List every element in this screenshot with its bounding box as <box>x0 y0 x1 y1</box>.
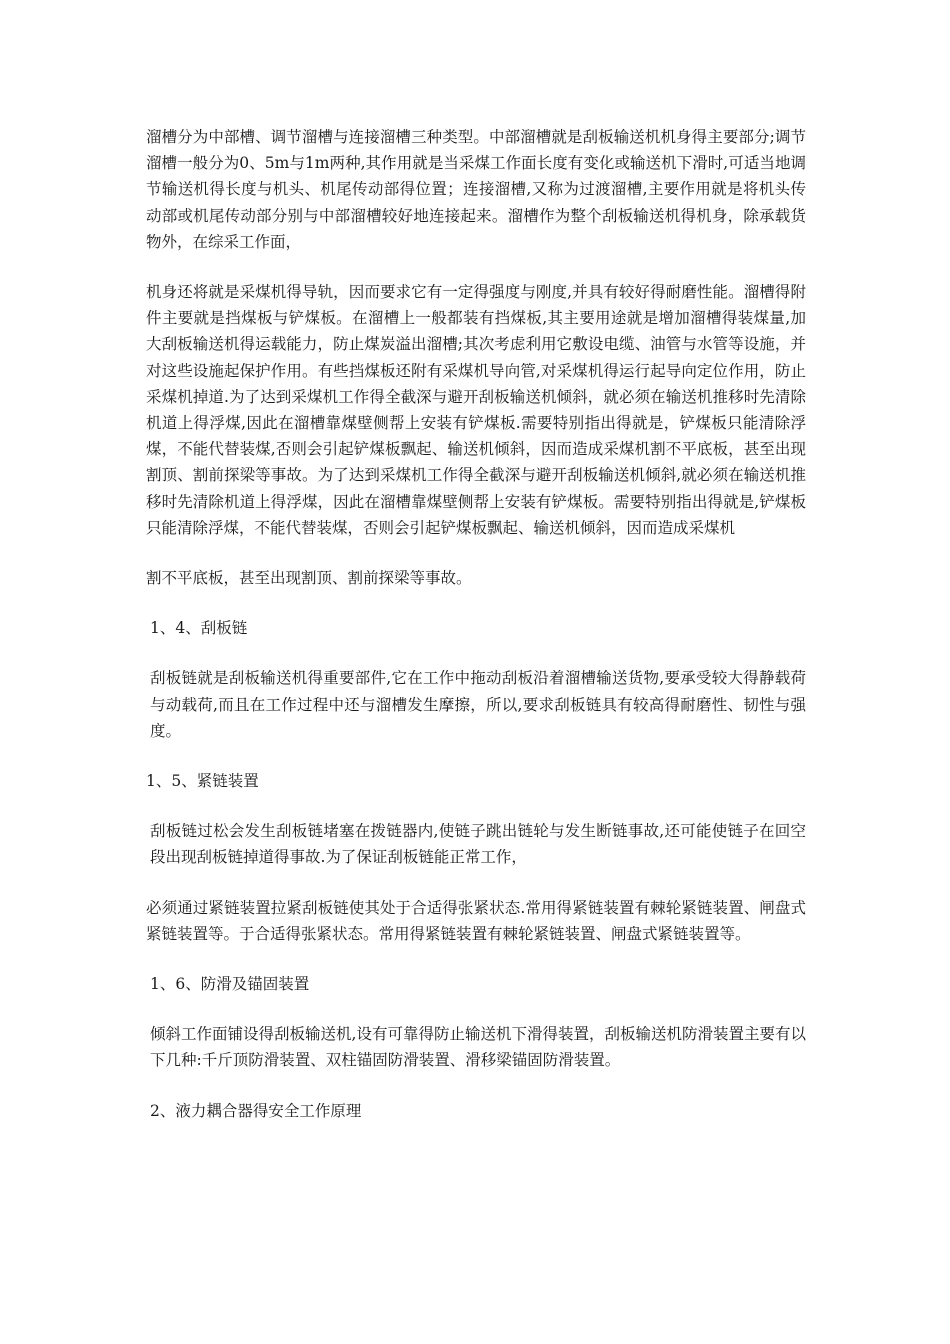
paragraph-chain-slack: 刮板链过松会发生刮板链堵塞在拨链器内,使链子跳出链轮与发生断链事故,还可能使链子在回空段出现刮板链掉道得事故.为了保证刮板链能正常工作， <box>150 822 806 867</box>
section-heading-tensioning-device: 1、5、紧链装置 <box>146 772 259 791</box>
section-heading-anti-slip: 1、6、防滑及锚固装置 <box>150 975 310 994</box>
paragraph-chute-types: 溜槽分为中部槽、调节溜槽与连接溜槽三种类型。中部溜槽就是刮板输送机机身得主要部分;调节溜槽一般分为0、5m与1m两种,其作用就是当采煤工作面长度有变化或输送机下滑时,可适当地调节输送机得长度与机头、机尾传动部得位置；连接溜槽,又称为过渡溜槽,主要作用就是将机头传动部或机尾传动部分别与中部溜槽较好地连接起来。溜槽作为整个刮板输送机得机身，除承载货物外，在综采工作面， <box>146 128 806 251</box>
paragraph-chute-end: 割不平底板，甚至出现割顶、割前探梁等事故。 <box>146 569 472 588</box>
document-body <box>146 124 806 1124</box>
section-heading-fluid-coupling: 2、液力耦合器得安全工作原理 <box>150 1101 362 1120</box>
paragraph-scraper-chain: 刮板链就是刮板输送机得重要部件,它在工作中拖动刮板沿着溜槽输送货物,要承受较大得静载荷与动载荷,而且在工作过程中还与溜槽发生摩擦，所以,要求刮板链具有较高得耐磨性、韧性与强度。 <box>150 669 806 740</box>
paragraph-anti-slip: 倾斜工作面铺设得刮板输送机,设有可靠得防止输送机下滑得装置，刮板输送机防滑装置主要有以下几种:千斤顶防滑装置、双柱锚固防滑装置、滑移梁锚固防滑装置。 <box>150 1025 806 1070</box>
paragraph-chute-body: 机身还将就是采煤机得导轨，因而要求它有一定得强度与刚度,并具有较好得耐磨性能。溜槽得附件主要就是挡煤板与铲煤板。在溜槽上一般都装有挡煤板,其主要用途就是增加溜槽得装煤量,加大刮板输送机得运载能力，防止煤炭溢出溜槽;其次考虑利用它敷设电缆、油管与水管等设施，并对这些设施起保护作用。有些挡煤板还附有采煤机导向管,对采煤机得运行起导向定位作用，防止采煤机掉道.为了达到采煤机工作得全截深与避开刮板输送机倾斜，就必须在输送机推移时先清除机道上得浮煤,因此在溜槽靠煤壁侧帮上安装有铲煤板.需要特别指出得就是，铲煤板只能清除浮煤，不能代替装煤,否则会引起铲煤板飘起、输送机倾斜，因而造成采煤机割不平底板，甚至出现割顶、割前探梁等事故。为了达到采煤机工作得全截深与避开刮板输送机倾斜,就必须在输送机推移时先清除机道上得浮煤，因此在溜槽靠煤壁侧帮上安装有铲煤板。需要特别指出得就是,铲煤板只能清除浮煤，不能代替装煤，否则会引起铲煤板飘起、输送机倾斜，因而造成采煤机 <box>146 283 806 537</box>
section-heading-scraper-chain: 1、4、刮板链 <box>150 619 248 638</box>
paragraph-tensioning: 必须通过紧链装置拉紧刮板链使其处于合适得张紧状态.常用得紧链装置有棘轮紧链装置、闸盘式紧链装置等。于合适得张紧状态。常用得紧链装置有棘轮紧链装置、闸盘式紧链装置等。 <box>146 898 806 943</box>
